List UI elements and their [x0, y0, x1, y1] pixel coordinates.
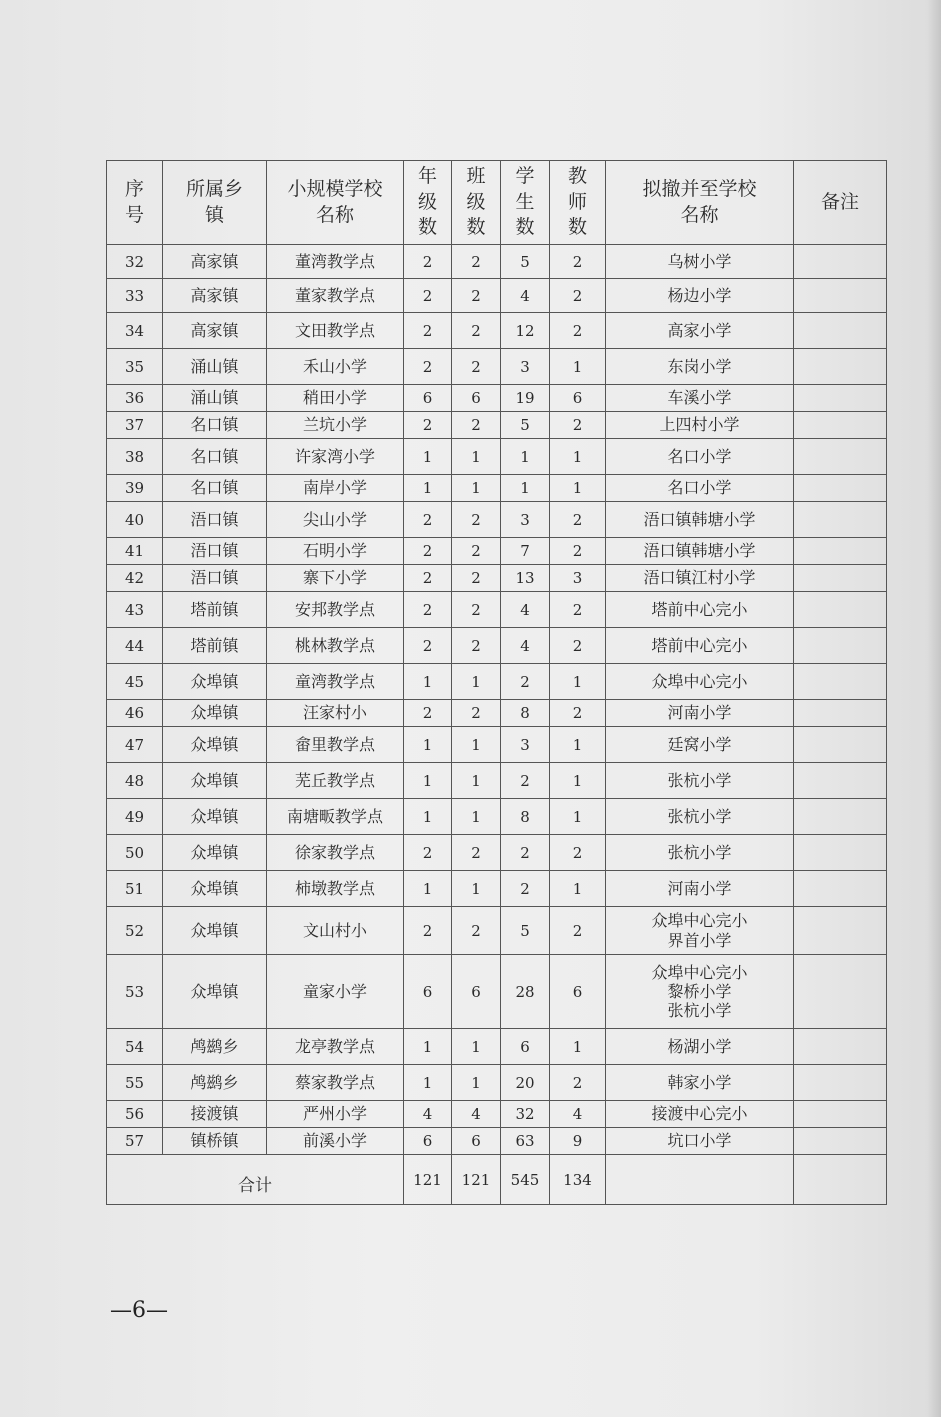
cell-teachers: 1 — [550, 799, 606, 835]
cell-grades: 1 — [404, 1029, 452, 1065]
cell-teachers: 2 — [550, 907, 606, 955]
cell-seq: 42 — [107, 565, 163, 592]
cell-teachers: 2 — [550, 700, 606, 727]
cell-grades: 2 — [404, 835, 452, 871]
cell-students: 3 — [501, 349, 550, 385]
cell-school: 童湾教学点 — [267, 664, 404, 700]
cell-students: 4 — [501, 279, 550, 313]
cell-school: 文山村小 — [267, 907, 404, 955]
cell-school: 童家小学 — [267, 955, 404, 1029]
cell-merge-target: 上四村小学 — [606, 412, 794, 439]
cell-grades: 2 — [404, 245, 452, 279]
header-teachers: 教 师 数 — [550, 161, 606, 245]
cell-teachers: 1 — [550, 1029, 606, 1065]
cell-seq: 32 — [107, 245, 163, 279]
cell-town: 塔前镇 — [163, 592, 267, 628]
cell-classes: 6 — [452, 1128, 501, 1155]
cell-merge-target: 浯口镇韩塘小学 — [606, 502, 794, 538]
cell-note — [794, 763, 887, 799]
cell-grades: 2 — [404, 279, 452, 313]
cell-teachers: 1 — [550, 349, 606, 385]
cell-grades: 1 — [404, 475, 452, 502]
cell-grades: 2 — [404, 700, 452, 727]
total-merge-target — [606, 1155, 794, 1205]
cell-town: 众埠镇 — [163, 871, 267, 907]
cell-classes: 2 — [452, 700, 501, 727]
cell-teachers: 1 — [550, 475, 606, 502]
cell-teachers: 2 — [550, 313, 606, 349]
cell-school: 文田教学点 — [267, 313, 404, 349]
cell-town: 塔前镇 — [163, 628, 267, 664]
cell-note — [794, 1065, 887, 1101]
cell-merge-target: 众埠中心完小 黎桥小学 张杭小学 — [606, 955, 794, 1029]
table-row — [107, 475, 887, 502]
cell-merge-target: 浯口镇韩塘小学 — [606, 538, 794, 565]
cell-students: 2 — [501, 664, 550, 700]
cell-grades: 2 — [404, 538, 452, 565]
cell-school: 蔡家教学点 — [267, 1065, 404, 1101]
cell-town: 众埠镇 — [163, 907, 267, 955]
cell-school: 汪家村小 — [267, 700, 404, 727]
header-note: 备注 — [794, 161, 887, 245]
cell-grades: 1 — [404, 871, 452, 907]
table-row — [107, 385, 887, 412]
cell-grades: 1 — [404, 439, 452, 475]
cell-students: 12 — [501, 313, 550, 349]
cell-note — [794, 245, 887, 279]
cell-school: 柿墩教学点 — [267, 871, 404, 907]
cell-teachers: 1 — [550, 664, 606, 700]
cell-seq: 36 — [107, 385, 163, 412]
header-seq: 序 号 — [107, 161, 163, 245]
cell-students: 5 — [501, 907, 550, 955]
table-row — [107, 313, 887, 349]
cell-seq: 39 — [107, 475, 163, 502]
cell-note — [794, 871, 887, 907]
cell-seq: 57 — [107, 1128, 163, 1155]
cell-grades: 2 — [404, 592, 452, 628]
table-row — [107, 1128, 887, 1155]
cell-students: 7 — [501, 538, 550, 565]
cell-classes: 4 — [452, 1101, 501, 1128]
cell-note — [794, 664, 887, 700]
header-grades: 年 级 数 — [404, 161, 452, 245]
cell-note — [794, 538, 887, 565]
cell-town: 涌山镇 — [163, 349, 267, 385]
cell-merge-target: 张杭小学 — [606, 835, 794, 871]
cell-teachers: 1 — [550, 871, 606, 907]
cell-merge-target: 杨边小学 — [606, 279, 794, 313]
cell-students: 2 — [501, 871, 550, 907]
cell-classes: 6 — [452, 955, 501, 1029]
cell-town: 高家镇 — [163, 313, 267, 349]
cell-teachers: 2 — [550, 245, 606, 279]
table-row — [107, 955, 887, 1029]
cell-school: 畲里教学点 — [267, 727, 404, 763]
cell-students: 28 — [501, 955, 550, 1029]
cell-students: 4 — [501, 628, 550, 664]
cell-school: 董家教学点 — [267, 279, 404, 313]
cell-seq: 43 — [107, 592, 163, 628]
cell-school: 董湾教学点 — [267, 245, 404, 279]
cell-teachers: 2 — [550, 412, 606, 439]
header-town: 所属乡 镇 — [163, 161, 267, 245]
cell-seq: 47 — [107, 727, 163, 763]
table-row — [107, 907, 887, 955]
cell-note — [794, 475, 887, 502]
cell-school: 安邦教学点 — [267, 592, 404, 628]
cell-note — [794, 955, 887, 1029]
cell-grades: 6 — [404, 385, 452, 412]
cell-teachers: 1 — [550, 439, 606, 475]
cell-school: 前溪小学 — [267, 1128, 404, 1155]
cell-teachers: 2 — [550, 835, 606, 871]
cell-grades: 2 — [404, 565, 452, 592]
cell-merge-target: 杨湖小学 — [606, 1029, 794, 1065]
cell-seq: 34 — [107, 313, 163, 349]
table-row — [107, 412, 887, 439]
cell-town: 名口镇 — [163, 412, 267, 439]
cell-seq: 53 — [107, 955, 163, 1029]
total-label: 合计 — [107, 1155, 404, 1205]
cell-note — [794, 835, 887, 871]
total-note — [794, 1155, 887, 1205]
cell-seq: 48 — [107, 763, 163, 799]
cell-classes: 1 — [452, 763, 501, 799]
cell-classes: 1 — [452, 799, 501, 835]
cell-classes: 1 — [452, 475, 501, 502]
cell-teachers: 2 — [550, 592, 606, 628]
cell-town: 高家镇 — [163, 279, 267, 313]
cell-town: 涌山镇 — [163, 385, 267, 412]
cell-note — [794, 1101, 887, 1128]
cell-teachers: 6 — [550, 955, 606, 1029]
cell-students: 32 — [501, 1101, 550, 1128]
cell-students: 3 — [501, 727, 550, 763]
cell-town: 鸬鹚乡 — [163, 1065, 267, 1101]
cell-classes: 2 — [452, 907, 501, 955]
cell-grades: 2 — [404, 412, 452, 439]
table-row — [107, 871, 887, 907]
table-row — [107, 592, 887, 628]
cell-grades: 1 — [404, 1065, 452, 1101]
cell-students: 20 — [501, 1065, 550, 1101]
school-merger-table — [106, 160, 887, 1205]
cell-teachers: 3 — [550, 565, 606, 592]
cell-classes: 1 — [452, 1065, 501, 1101]
page-edge-shadow — [927, 0, 941, 1417]
cell-note — [794, 628, 887, 664]
cell-note — [794, 412, 887, 439]
cell-school: 许家湾小学 — [267, 439, 404, 475]
cell-seq: 41 — [107, 538, 163, 565]
cell-classes: 2 — [452, 279, 501, 313]
page-number: —6— — [110, 1298, 168, 1323]
cell-town: 鸬鹚乡 — [163, 1029, 267, 1065]
cell-note — [794, 799, 887, 835]
cell-students: 5 — [501, 245, 550, 279]
cell-merge-target: 众埠中心完小 — [606, 664, 794, 700]
cell-students: 8 — [501, 700, 550, 727]
cell-town: 众埠镇 — [163, 763, 267, 799]
cell-seq: 49 — [107, 799, 163, 835]
header-classes: 班 级 数 — [452, 161, 501, 245]
cell-seq: 37 — [107, 412, 163, 439]
table-row — [107, 664, 887, 700]
cell-town: 众埠镇 — [163, 664, 267, 700]
cell-classes: 1 — [452, 439, 501, 475]
cell-note — [794, 349, 887, 385]
cell-merge-target: 坑口小学 — [606, 1128, 794, 1155]
cell-town: 浯口镇 — [163, 502, 267, 538]
table-row — [107, 538, 887, 565]
cell-note — [794, 592, 887, 628]
cell-note — [794, 385, 887, 412]
cell-classes: 2 — [452, 313, 501, 349]
cell-teachers: 1 — [550, 763, 606, 799]
cell-school: 严州小学 — [267, 1101, 404, 1128]
cell-grades: 6 — [404, 955, 452, 1029]
table-row — [107, 1065, 887, 1101]
cell-classes: 1 — [452, 664, 501, 700]
cell-students: 13 — [501, 565, 550, 592]
cell-merge-target: 名口小学 — [606, 439, 794, 475]
cell-classes: 1 — [452, 871, 501, 907]
cell-town: 众埠镇 — [163, 799, 267, 835]
table-row — [107, 727, 887, 763]
cell-school: 石明小学 — [267, 538, 404, 565]
cell-town: 接渡镇 — [163, 1101, 267, 1128]
cell-town: 镇桥镇 — [163, 1128, 267, 1155]
table-row — [107, 835, 887, 871]
cell-classes: 2 — [452, 565, 501, 592]
cell-classes: 2 — [452, 538, 501, 565]
cell-students: 1 — [501, 475, 550, 502]
cell-merge-target: 韩家小学 — [606, 1065, 794, 1101]
cell-merge-target: 乌树小学 — [606, 245, 794, 279]
cell-school: 寨下小学 — [267, 565, 404, 592]
header-merge-target: 拟撤并至学校 名称 — [606, 161, 794, 245]
total-teachers: 134 — [550, 1155, 606, 1205]
cell-students: 3 — [501, 502, 550, 538]
cell-town: 众埠镇 — [163, 727, 267, 763]
cell-seq: 45 — [107, 664, 163, 700]
cell-merge-target: 众埠中心完小 界首小学 — [606, 907, 794, 955]
cell-merge-target: 张杭小学 — [606, 799, 794, 835]
cell-note — [794, 502, 887, 538]
cell-school: 尖山小学 — [267, 502, 404, 538]
cell-school: 禾山小学 — [267, 349, 404, 385]
cell-town: 浯口镇 — [163, 565, 267, 592]
cell-seq: 35 — [107, 349, 163, 385]
cell-note — [794, 279, 887, 313]
cell-note — [794, 907, 887, 955]
cell-teachers: 2 — [550, 538, 606, 565]
cell-grades: 2 — [404, 349, 452, 385]
table-row — [107, 1101, 887, 1128]
cell-students: 2 — [501, 835, 550, 871]
cell-seq: 46 — [107, 700, 163, 727]
cell-students: 5 — [501, 412, 550, 439]
table-row — [107, 502, 887, 538]
cell-school: 芜丘教学点 — [267, 763, 404, 799]
table-row — [107, 439, 887, 475]
table-row — [107, 279, 887, 313]
table-row — [107, 799, 887, 835]
total-grades: 121 — [404, 1155, 452, 1205]
cell-classes: 1 — [452, 1029, 501, 1065]
cell-classes: 1 — [452, 727, 501, 763]
cell-classes: 2 — [452, 502, 501, 538]
cell-students: 19 — [501, 385, 550, 412]
cell-town: 众埠镇 — [163, 700, 267, 727]
cell-merge-target: 名口小学 — [606, 475, 794, 502]
cell-school: 龙亭教学点 — [267, 1029, 404, 1065]
cell-merge-target: 东岗小学 — [606, 349, 794, 385]
cell-school: 南塘畈教学点 — [267, 799, 404, 835]
cell-classes: 2 — [452, 245, 501, 279]
cell-school: 南岸小学 — [267, 475, 404, 502]
cell-town: 浯口镇 — [163, 538, 267, 565]
cell-seq: 55 — [107, 1065, 163, 1101]
cell-merge-target: 河南小学 — [606, 871, 794, 907]
table-row — [107, 245, 887, 279]
cell-seq: 51 — [107, 871, 163, 907]
cell-seq: 52 — [107, 907, 163, 955]
table-row — [107, 763, 887, 799]
cell-grades: 2 — [404, 907, 452, 955]
cell-note — [794, 439, 887, 475]
cell-students: 63 — [501, 1128, 550, 1155]
cell-classes: 2 — [452, 628, 501, 664]
cell-teachers: 1 — [550, 727, 606, 763]
table-row — [107, 349, 887, 385]
cell-note — [794, 565, 887, 592]
cell-teachers: 2 — [550, 1065, 606, 1101]
cell-seq: 54 — [107, 1029, 163, 1065]
cell-merge-target: 接渡中心完小 — [606, 1101, 794, 1128]
cell-merge-target: 塔前中心完小 — [606, 628, 794, 664]
header-students: 学 生 数 — [501, 161, 550, 245]
cell-classes: 2 — [452, 349, 501, 385]
cell-merge-target: 高家小学 — [606, 313, 794, 349]
cell-classes: 2 — [452, 835, 501, 871]
cell-grades: 1 — [404, 799, 452, 835]
cell-grades: 4 — [404, 1101, 452, 1128]
cell-grades: 2 — [404, 628, 452, 664]
total-classes: 121 — [452, 1155, 501, 1205]
cell-classes: 2 — [452, 412, 501, 439]
cell-grades: 2 — [404, 313, 452, 349]
cell-seq: 33 — [107, 279, 163, 313]
cell-students: 6 — [501, 1029, 550, 1065]
cell-teachers: 9 — [550, 1128, 606, 1155]
table-row — [107, 628, 887, 664]
cell-seq: 56 — [107, 1101, 163, 1128]
cell-town: 名口镇 — [163, 439, 267, 475]
cell-note — [794, 700, 887, 727]
cell-note — [794, 313, 887, 349]
table-header-row — [107, 161, 887, 245]
cell-teachers: 6 — [550, 385, 606, 412]
cell-grades: 1 — [404, 763, 452, 799]
cell-seq: 44 — [107, 628, 163, 664]
cell-teachers: 4 — [550, 1101, 606, 1128]
cell-students: 2 — [501, 763, 550, 799]
header-school: 小规模学校 名称 — [267, 161, 404, 245]
cell-classes: 2 — [452, 592, 501, 628]
cell-seq: 38 — [107, 439, 163, 475]
cell-merge-target: 车溪小学 — [606, 385, 794, 412]
table-row — [107, 565, 887, 592]
cell-merge-target: 张杭小学 — [606, 763, 794, 799]
cell-teachers: 2 — [550, 279, 606, 313]
cell-teachers: 2 — [550, 628, 606, 664]
cell-town: 高家镇 — [163, 245, 267, 279]
total-students: 545 — [501, 1155, 550, 1205]
cell-seq: 50 — [107, 835, 163, 871]
cell-merge-target: 廷窝小学 — [606, 727, 794, 763]
cell-students: 4 — [501, 592, 550, 628]
cell-grades: 1 — [404, 664, 452, 700]
cell-school: 稍田小学 — [267, 385, 404, 412]
cell-school: 兰坑小学 — [267, 412, 404, 439]
cell-school: 徐家教学点 — [267, 835, 404, 871]
cell-students: 1 — [501, 439, 550, 475]
cell-note — [794, 1029, 887, 1065]
cell-town: 众埠镇 — [163, 835, 267, 871]
cell-merge-target: 塔前中心完小 — [606, 592, 794, 628]
cell-merge-target: 浯口镇江村小学 — [606, 565, 794, 592]
cell-grades: 6 — [404, 1128, 452, 1155]
cell-town: 众埠镇 — [163, 955, 267, 1029]
cell-grades: 2 — [404, 502, 452, 538]
cell-grades: 1 — [404, 727, 452, 763]
cell-merge-target: 河南小学 — [606, 700, 794, 727]
cell-students: 8 — [501, 799, 550, 835]
cell-note — [794, 727, 887, 763]
cell-teachers: 2 — [550, 502, 606, 538]
table-row — [107, 700, 887, 727]
cell-school: 桃林教学点 — [267, 628, 404, 664]
cell-note — [794, 1128, 887, 1155]
total-row — [107, 1155, 887, 1205]
table-row — [107, 1029, 887, 1065]
cell-town: 名口镇 — [163, 475, 267, 502]
cell-seq: 40 — [107, 502, 163, 538]
cell-classes: 6 — [452, 385, 501, 412]
